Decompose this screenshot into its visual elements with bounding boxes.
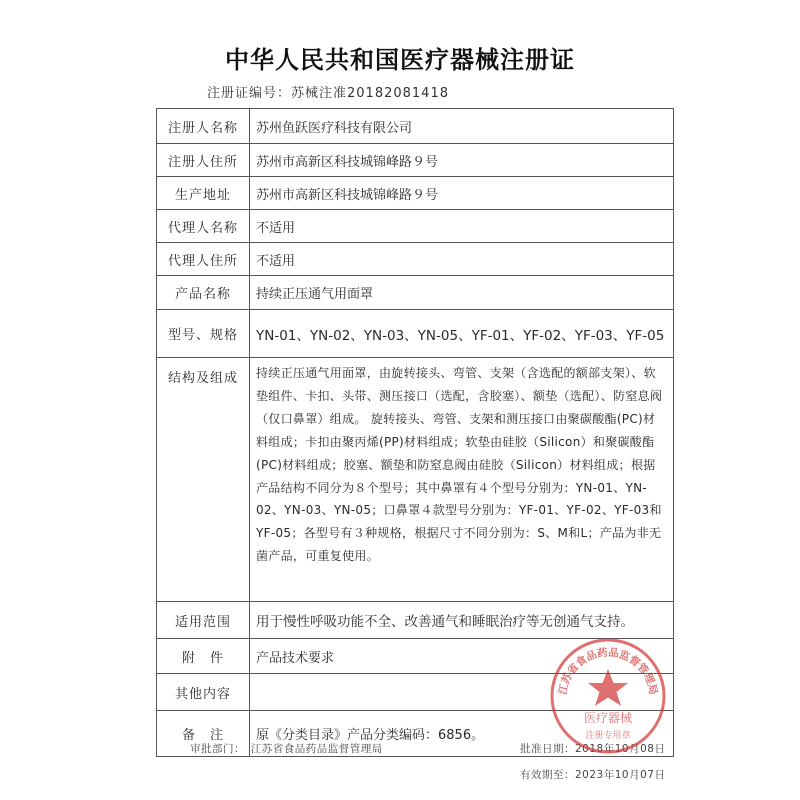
value-agent-name: 不适用 [250, 210, 674, 243]
value-structure: 持续正压通气用面罩，由旋转接头、弯管、支架（含选配的额部支架）、软垫组件、卡扣、头带、测压接口（选配，含胶塞）、额垫（选配）、防窒息阀（仅口鼻罩）组成。 旋转接头、弯管、支架和测压接口由聚碳酸酯(PC)材料组成；卡扣由聚丙烯(PP)材料组成；软垫由硅胶（Silicon）和聚碳酸酯(PC)材料组成；胶塞、额垫和防窒息阀由硅胶（Silicon）材料组成；根据产品结构不同分为８个型号；其中鼻罩有４个型号分别为：YN-01、YN-02、YN-03、YN-05；口鼻罩４款型号分别为：YF-01、YF-02、YF-03和YF-05；各型号有３种规格，根据尺寸不同分别为：S、M和L；产品为非无菌产品，可重复使用。 [250, 358, 674, 602]
label-model-spec: 型号、规格 [157, 310, 250, 358]
value-attachment: 产品技术要求 [250, 639, 674, 674]
row-product-name [157, 276, 674, 310]
value-product-name: 持续正压通气用面罩 [250, 276, 674, 310]
valid-until: 有效期至：2023年10月07日 [520, 769, 666, 781]
row-structure [157, 358, 674, 602]
row-registrant-name [157, 109, 674, 144]
row-agent-name [157, 210, 674, 243]
approval-date: 批准日期：2018年10月08日 [520, 743, 666, 755]
label-agent-address: 代理人住所 [157, 243, 250, 276]
value-agent-address: 不适用 [250, 243, 674, 276]
label-remarks: 备 注 [157, 711, 250, 757]
label-registrant-address: 注册人住所 [157, 144, 250, 177]
value-scope: 用于慢性呼吸功能不全、改善通气和睡眠治疗等无创通气支持。 [250, 602, 674, 639]
value-production-address: 苏州市高新区科技城锦峰路９号 [250, 177, 674, 210]
label-registrant-name: 注册人名称 [157, 109, 250, 144]
row-scope [157, 602, 674, 639]
official-seal [548, 636, 668, 756]
label-attachment: 附 件 [157, 639, 250, 674]
star-icon [588, 669, 628, 706]
certificate-title: 中华人民共和国医疗器械注册证 [225, 46, 575, 74]
row-model-spec [157, 310, 674, 358]
value-registrant-address: 苏州市高新区科技城锦峰路９号 [250, 144, 674, 177]
row-production-address [157, 177, 674, 210]
label-agent-name: 代理人名称 [157, 210, 250, 243]
value-registrant-name: 苏州鱼跃医疗科技有限公司 [250, 109, 674, 144]
row-registrant-address [157, 144, 674, 177]
row-agent-address [157, 243, 674, 276]
label-production-address: 生产地址 [157, 177, 250, 210]
approval-department: 审批部门： 江苏省食品药品监督管理局 [190, 743, 383, 755]
seal-bottom-text: 注册专用章 [585, 731, 631, 741]
label-product-name: 产品名称 [157, 276, 250, 310]
label-other: 其他内容 [157, 674, 250, 711]
registration-number: 注册证编号：苏械注准20182081418 [207, 86, 449, 101]
label-scope: 适用范围 [157, 602, 250, 639]
seal-arc-text: 江苏省食品药品监督管理局 [556, 646, 660, 696]
value-remarks: 原《分类目录》产品分类编码：6856。 [250, 711, 674, 757]
label-structure: 结构及组成 [157, 358, 250, 602]
value-model-spec: YN-01、YN-02、YN-03、YN-05、YF-01、YF-02、YF-03、YF-05 [250, 310, 674, 358]
seal-sub-text: 医疗器械 [583, 711, 633, 725]
